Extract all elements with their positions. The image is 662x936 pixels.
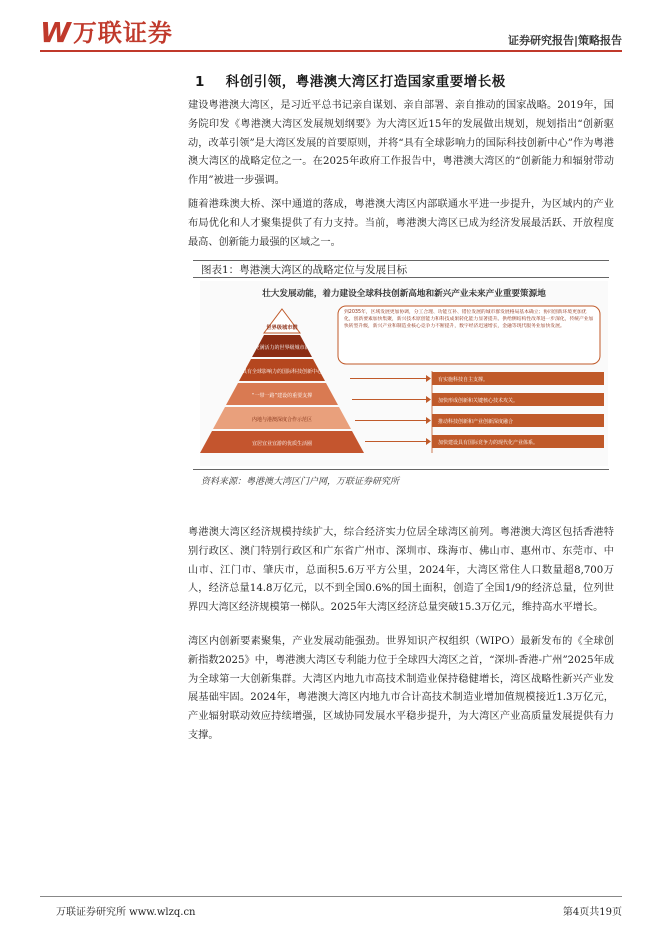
logo-mark: W	[40, 16, 71, 49]
section-heading	[195, 70, 506, 90]
footer-company: 万联证券研究所 www.wlzq.cn	[56, 907, 196, 918]
arrow-icon	[365, 438, 431, 445]
goal-label-1: 有实施科技自主支撑。	[438, 377, 489, 383]
footer-divider	[40, 896, 622, 897]
page-header	[40, 18, 622, 54]
callout-text: 到2035年，区域发展更加协调，分工合理、功能互补、错位发展的城市群发展格局基本确立；协同创新环境更加优化，创新要素加快集聚，新兴技术原创能力和科技成果转化能力显著提升。供给侧结构性改革进一步深化，传统产业加快转型升级，新兴产业和制造业核心竞争力不断提升，数字经济迅速增长，金融等现代服务业加快发展。	[344, 310, 594, 330]
page-number: 第4页共19页	[562, 907, 622, 918]
pyramid-level-1-label: 充满活力的世界级城市群	[254, 345, 310, 351]
goal-label-2: 加快形成创新和关键核心技术攻关。	[438, 398, 519, 404]
goal-label-4: 加快建设具有国际竞争力的现代化产业体系。	[438, 440, 539, 446]
body-paragraph-3: 粤港澳大湾区经济规模持续扩大，综合经济实力位居全球湾区前列。粤港澳大湾区包括香港特别行政区、澳门特别行政区和广东省广州市、深圳市、珠海市、佛山市、惠州市、东莞市、中山市、江门市、肇庆市，总面积5.6万平方公里，2024年，大湾区常住人口数量超8,700万人，经济总量14.8万亿元，以不到全国0.6%的国土面积，创造了全国1/9的经济总量，位列世界四大湾区经济规模第一梯队。2025年大湾区经济总量突破15.3万亿元，维持高水平增长。	[188, 527, 614, 614]
figure-title-bar	[193, 260, 609, 278]
figure-strategic-positioning	[200, 281, 608, 466]
pyramid-level-2-label: 具有全球影响力的国际科技创新中心	[241, 369, 323, 375]
body-paragraph-1: 建设粤港澳大湾区，是习近平总书记亲自谋划、亲自部署、亲自推动的国家战略。2019年，国务院印发《粤港澳大湾区发展规划纲要》为大湾区近15年的发展做出规划，规划指出“创新驱动，改革引领”是大湾区发展的首要原则，并将“具有全球影响力的国际科技创新中心”作为粤港澳大湾区的战略定位之一。在2025年政府工作报告中，粤港澳大湾区的“创新能力和辐射带动作用”被进一步强调。	[188, 100, 614, 187]
figure-graphic	[200, 281, 608, 466]
goal-label-3: 推动科技创新和产业创新深度融合	[438, 419, 514, 425]
body-paragraph-4: 湾区内创新要素聚集，产业发展动能强劲。世界知识产权组织（WIPO）最新发布的《全球创新指数2025》中，粤港澳大湾区专利能力位于全球四大湾区之首，“深圳-香港-广州”2025年成为全球第一大创新集群。大湾区内地九市高技术制造业保持稳健增长，湾区战略性新兴产业发展基础牢固。2024年，粤港澳大湾区内地九市合计高技术制造业增加值规模接近1.3万亿元，产业辐射联动效应持续增强，区域协同发展水平稳步提升，为大湾区产业高质量发展提供有力支撑。	[188, 636, 614, 741]
section-title: 科创引领，粤港澳大湾区打造国家重要增长极	[225, 74, 506, 90]
body-paragraph-2: 随着港珠澳大桥、深中通道的落成，粤港澳大湾区内部联通水平进一步提升，为区域内的产业布局优化和人才聚集提供了有力支持。当前，粤港澳大湾区已成为经济发展最活跃、开放程度最高、创新能力最强的区域之一。	[188, 199, 614, 248]
pyramid-level-4-label: 内地与港澳深度合作示范区	[251, 417, 313, 423]
report-type-label: 证券研究报告|策略报告	[507, 34, 622, 47]
arrow-icon	[355, 417, 431, 424]
header-divider	[40, 50, 622, 52]
pyramid-level-3-label: “一带一路”建设的重要支撑	[251, 393, 313, 399]
arrow-icon	[350, 375, 431, 382]
section-number: 1	[195, 74, 205, 90]
logo-name: 万联证券	[72, 19, 173, 47]
figure-headline: 壮大发展动能，着力建设全球科技创新高地和新兴产业未来产业重要策源地	[262, 289, 546, 299]
figure-source: 资料来源：粤港澳大湾区门户网，万联证券研究所	[201, 477, 400, 487]
arrow-icon	[352, 396, 431, 403]
pyramid-level-5-label: 宜居宜业宜游的优质生活圈	[251, 441, 313, 447]
figure-source-divider	[193, 469, 609, 470]
company-logo	[40, 18, 173, 48]
pyramid-top-label: 世界级城市群	[266, 325, 298, 331]
figure-title: 图表1：粤港澳大湾区的战略定位与发展目标	[201, 264, 408, 276]
